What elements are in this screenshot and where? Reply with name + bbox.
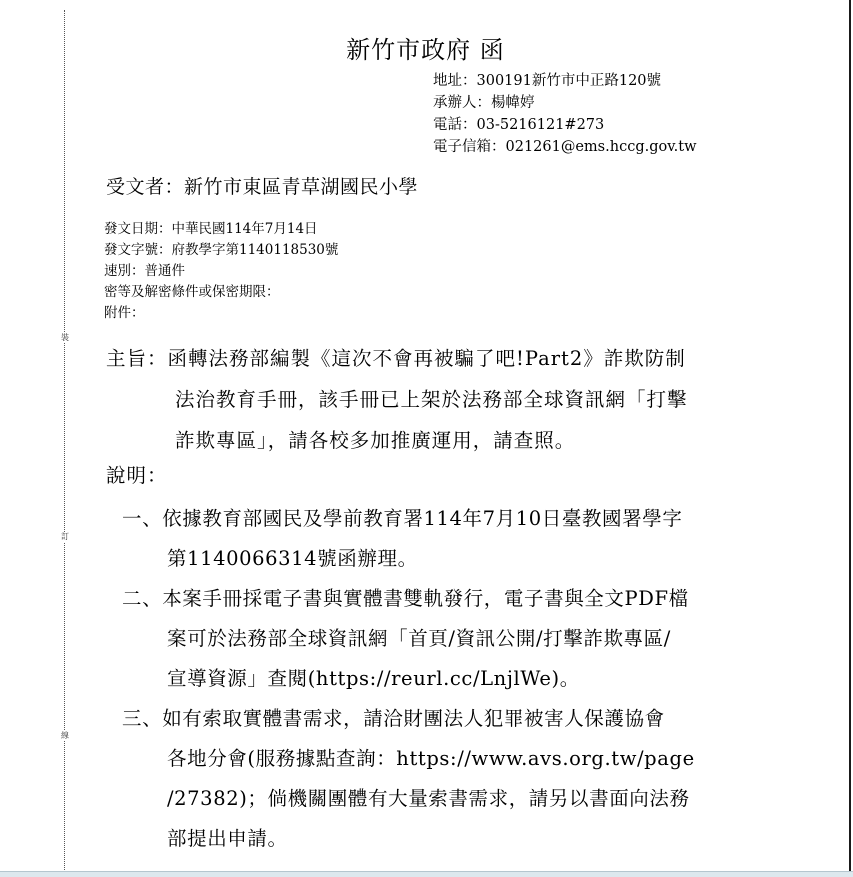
contact-email: 電子信箱：021261@ems.hccg.gov.tw (433, 139, 697, 155)
explanation-items (122, 499, 695, 859)
subject-line: 法治教育手冊，該手冊已上架於法務部全球資訊網「打擊 (175, 388, 688, 411)
viewer-bottom-bar (0, 871, 853, 877)
explanation-heading: 說明： (106, 464, 168, 487)
item-line: 二、本案手冊採電子書與實體書雙軌發行，電子書與全文PDF檔 (122, 587, 689, 610)
meta-doc-number: 發文字號：府教學字第1140118530號 (104, 242, 339, 258)
meta-attachment: 附件： (104, 305, 145, 321)
item-line: 三、如有索取實體書需求，請洽財團法人犯罪被害人保護協會 (122, 707, 665, 730)
binding-mark-xian: 線 (61, 731, 69, 740)
item-line: 宣導資源」查閱(https://reurl.cc/LnjlWe)。 (167, 667, 580, 690)
item-line: /27382)；倘機關團體有大量索書需求，請另以書面向法務 (167, 787, 690, 810)
item-line: 一、依據教育部國民及學前教育署114年7月10日臺教國署學字 (122, 507, 683, 530)
subject-block (106, 338, 688, 461)
contact-block (433, 70, 697, 158)
contact-phone: 電話：03-5216121#273 (433, 117, 605, 133)
meta-secrecy: 密等及解密條件或保密期限： (104, 284, 280, 300)
item-line: 案可於法務部全球資訊網「首頁/資訊公開/打擊詐欺專區/ (167, 627, 671, 650)
binding-mark-zhuang: 裝 (61, 333, 69, 342)
subject-line: 詐欺專區」，請各校多加推廣運用，請查照。 (175, 429, 576, 452)
document-title: 新竹市政府 函 (346, 36, 505, 64)
item-line: 第1140066314號函辦理。 (167, 547, 418, 570)
explanation-item-3 (122, 699, 695, 859)
meta-date: 發文日期：中華民國114年7月14日 (104, 221, 318, 237)
meta-block (104, 219, 338, 324)
item-line: 部提出申請。 (167, 827, 288, 850)
contact-handler: 承辦人：楊幃婷 (433, 95, 535, 111)
binding-dotted-line (64, 10, 65, 872)
explanation-item-1 (122, 499, 695, 579)
item-line: 各地分會(服務據點查詢：https://www.avs.org.tw/page (167, 747, 695, 770)
subject-line: 主旨：函轉法務部編製《這次不會再被騙了吧!Part2》詐欺防制 (106, 347, 686, 370)
meta-speed: 速別：普通件 (104, 263, 185, 279)
recipient-line: 受文者：新竹市東區青草湖國民小學 (106, 176, 419, 198)
binding-mark-ding: 訂 (61, 532, 69, 541)
contact-address: 地址：300191新竹市中正路120號 (433, 73, 662, 89)
explanation-item-2 (122, 579, 695, 699)
